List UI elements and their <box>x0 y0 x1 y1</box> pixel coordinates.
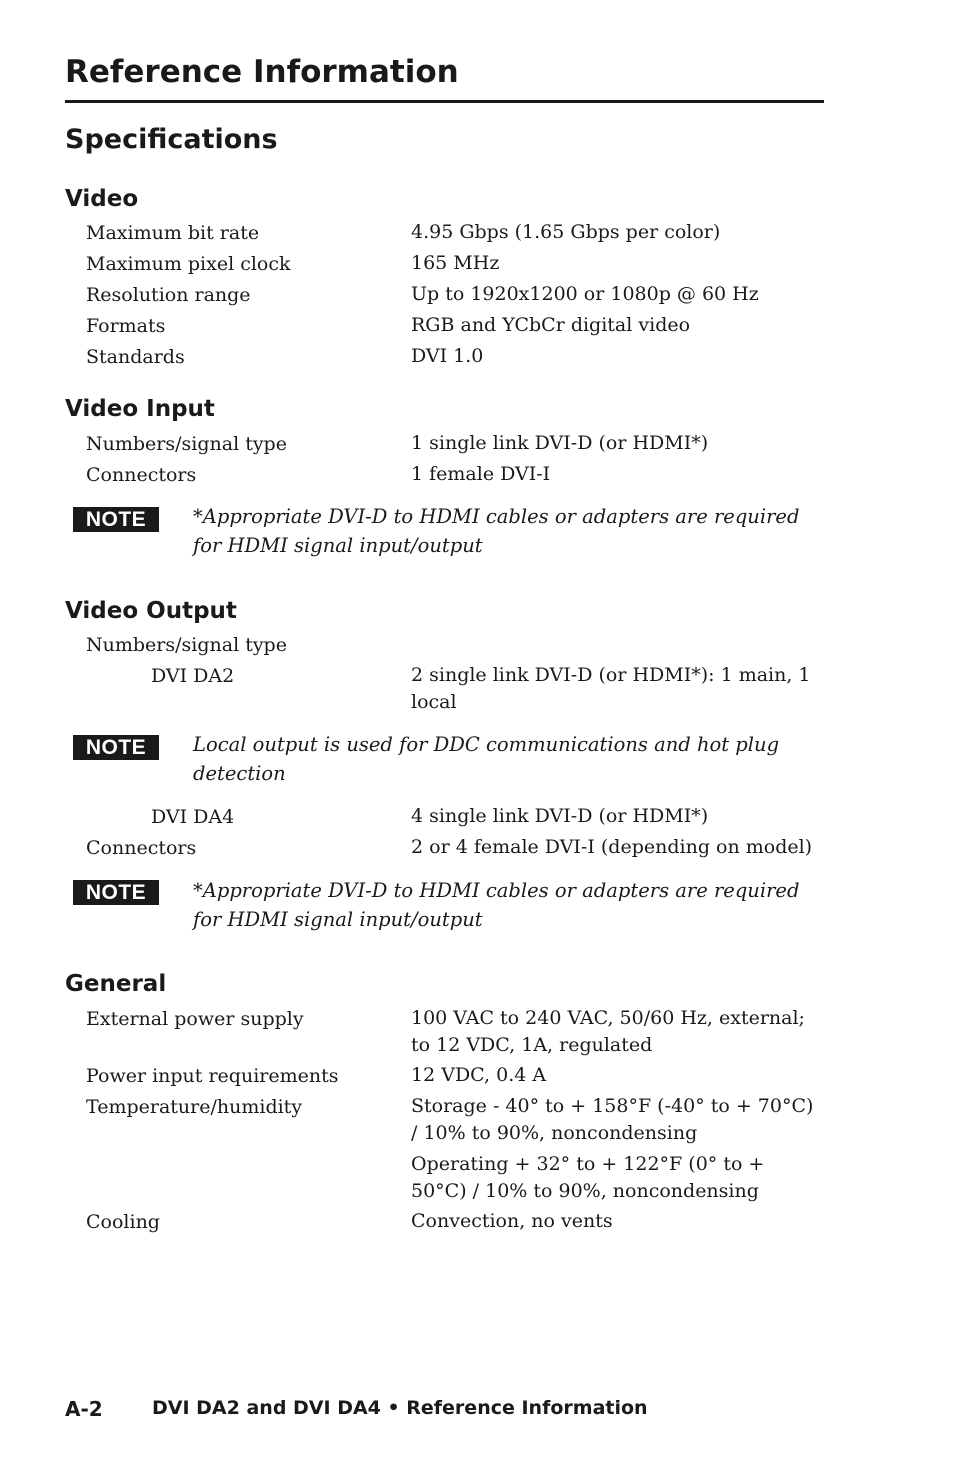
spec-label: Numbers/signal type ..... <box>86 430 401 458</box>
note-badge: NOTE <box>73 880 159 905</box>
video-output-heading: Video Output <box>65 598 237 624</box>
page-title: Reference Information <box>65 54 459 90</box>
spec-value: Operating + 32° to + 122°F (0° to + 50°C) / 10% to 90%, noncondensing <box>411 1153 765 1202</box>
spec-value: RGB and YCbCr digital video <box>411 314 691 336</box>
note-badge: NOTE <box>73 735 159 760</box>
spec-row <box>0 343 954 371</box>
spec-label: Resolution range ..... <box>86 281 401 309</box>
video-input-heading: Video Input <box>65 396 215 422</box>
spec-label: Maximum bit rate ..... <box>86 219 401 247</box>
spec-row <box>0 1005 954 1056</box>
spec-label: Cooling ..... <box>86 1208 401 1236</box>
note-badge: NOTE <box>73 507 159 532</box>
spec-row <box>0 1093 954 1144</box>
spec-label: Numbers/signal type <box>86 634 287 656</box>
spec-value: Storage - 40° to + 158°F (-40° to + 70°C) / 10% to 90%, noncondensing <box>411 1095 814 1144</box>
spec-row <box>0 430 954 458</box>
spec-value: 4 single link DVI-D (or HDMI*) <box>411 805 709 827</box>
spec-row <box>0 461 954 489</box>
spec-row <box>0 803 954 831</box>
general-heading: General <box>65 971 167 997</box>
spec-value: 2 single link DVI-D (or HDMI*): 1 main, 1 local <box>411 664 811 713</box>
spec-row <box>0 1151 954 1202</box>
note-text: *Appropriate DVI-D to HDMI cables or adapters are required for HDMI signal input/output <box>193 879 800 931</box>
spec-label: Power input requirements ..... <box>86 1062 401 1090</box>
spec-row <box>0 631 954 659</box>
spec-value: 2 or 4 female DVI-I (depending on model) <box>411 836 813 858</box>
spec-row <box>0 834 954 862</box>
spec-label: DVI DA2 ..... <box>151 662 401 690</box>
spec-value: 12 VDC, 0.4 A <box>411 1064 547 1086</box>
spec-label: Temperature/humidity ..... <box>86 1093 401 1121</box>
spec-row <box>0 1208 954 1236</box>
spec-label: Connectors ..... <box>86 461 401 489</box>
spec-value: DVI 1.0 <box>411 345 484 367</box>
spec-row <box>0 312 954 340</box>
spec-label: Maximum pixel clock ..... <box>86 250 401 278</box>
note-text: Local output is used for DDC communications and hot plug detection <box>193 733 780 785</box>
spec-row <box>0 1062 954 1090</box>
section-heading: Specifications <box>65 124 278 155</box>
video-heading: Video <box>65 186 139 212</box>
spec-label: DVI DA4 ..... <box>151 803 401 831</box>
spec-row <box>0 219 954 247</box>
footer-page-number: A-2 <box>65 1397 103 1421</box>
spec-row <box>0 250 954 278</box>
note-text: *Appropriate DVI-D to HDMI cables or adapters are required for HDMI signal input/output <box>193 505 800 557</box>
spec-value: Up to 1920x1200 or 1080p @ 60 Hz <box>411 283 759 305</box>
spec-value: 1 single link DVI-D (or HDMI*) <box>411 432 709 454</box>
spec-label: External power supply ..... <box>86 1005 401 1033</box>
spec-value: 1 female DVI-I <box>411 463 551 485</box>
spec-value: 100 VAC to 240 VAC, 50/60 Hz, external; to 12 VDC, 1A, regulated <box>411 1007 805 1056</box>
spec-value: 165 MHz <box>411 252 500 274</box>
spec-row <box>0 662 954 713</box>
spec-row <box>0 281 954 309</box>
footer-title: DVI DA2 and DVI DA4 • Reference Information <box>152 1397 648 1419</box>
title-rule <box>65 100 824 103</box>
spec-label: Standards ..... <box>86 343 401 371</box>
spec-label: Formats ..... <box>86 312 401 340</box>
spec-value: 4.95 Gbps (1.65 Gbps per color) <box>411 221 721 243</box>
spec-label: Connectors ..... <box>86 834 401 862</box>
spec-value: Convection, no vents <box>411 1210 613 1232</box>
